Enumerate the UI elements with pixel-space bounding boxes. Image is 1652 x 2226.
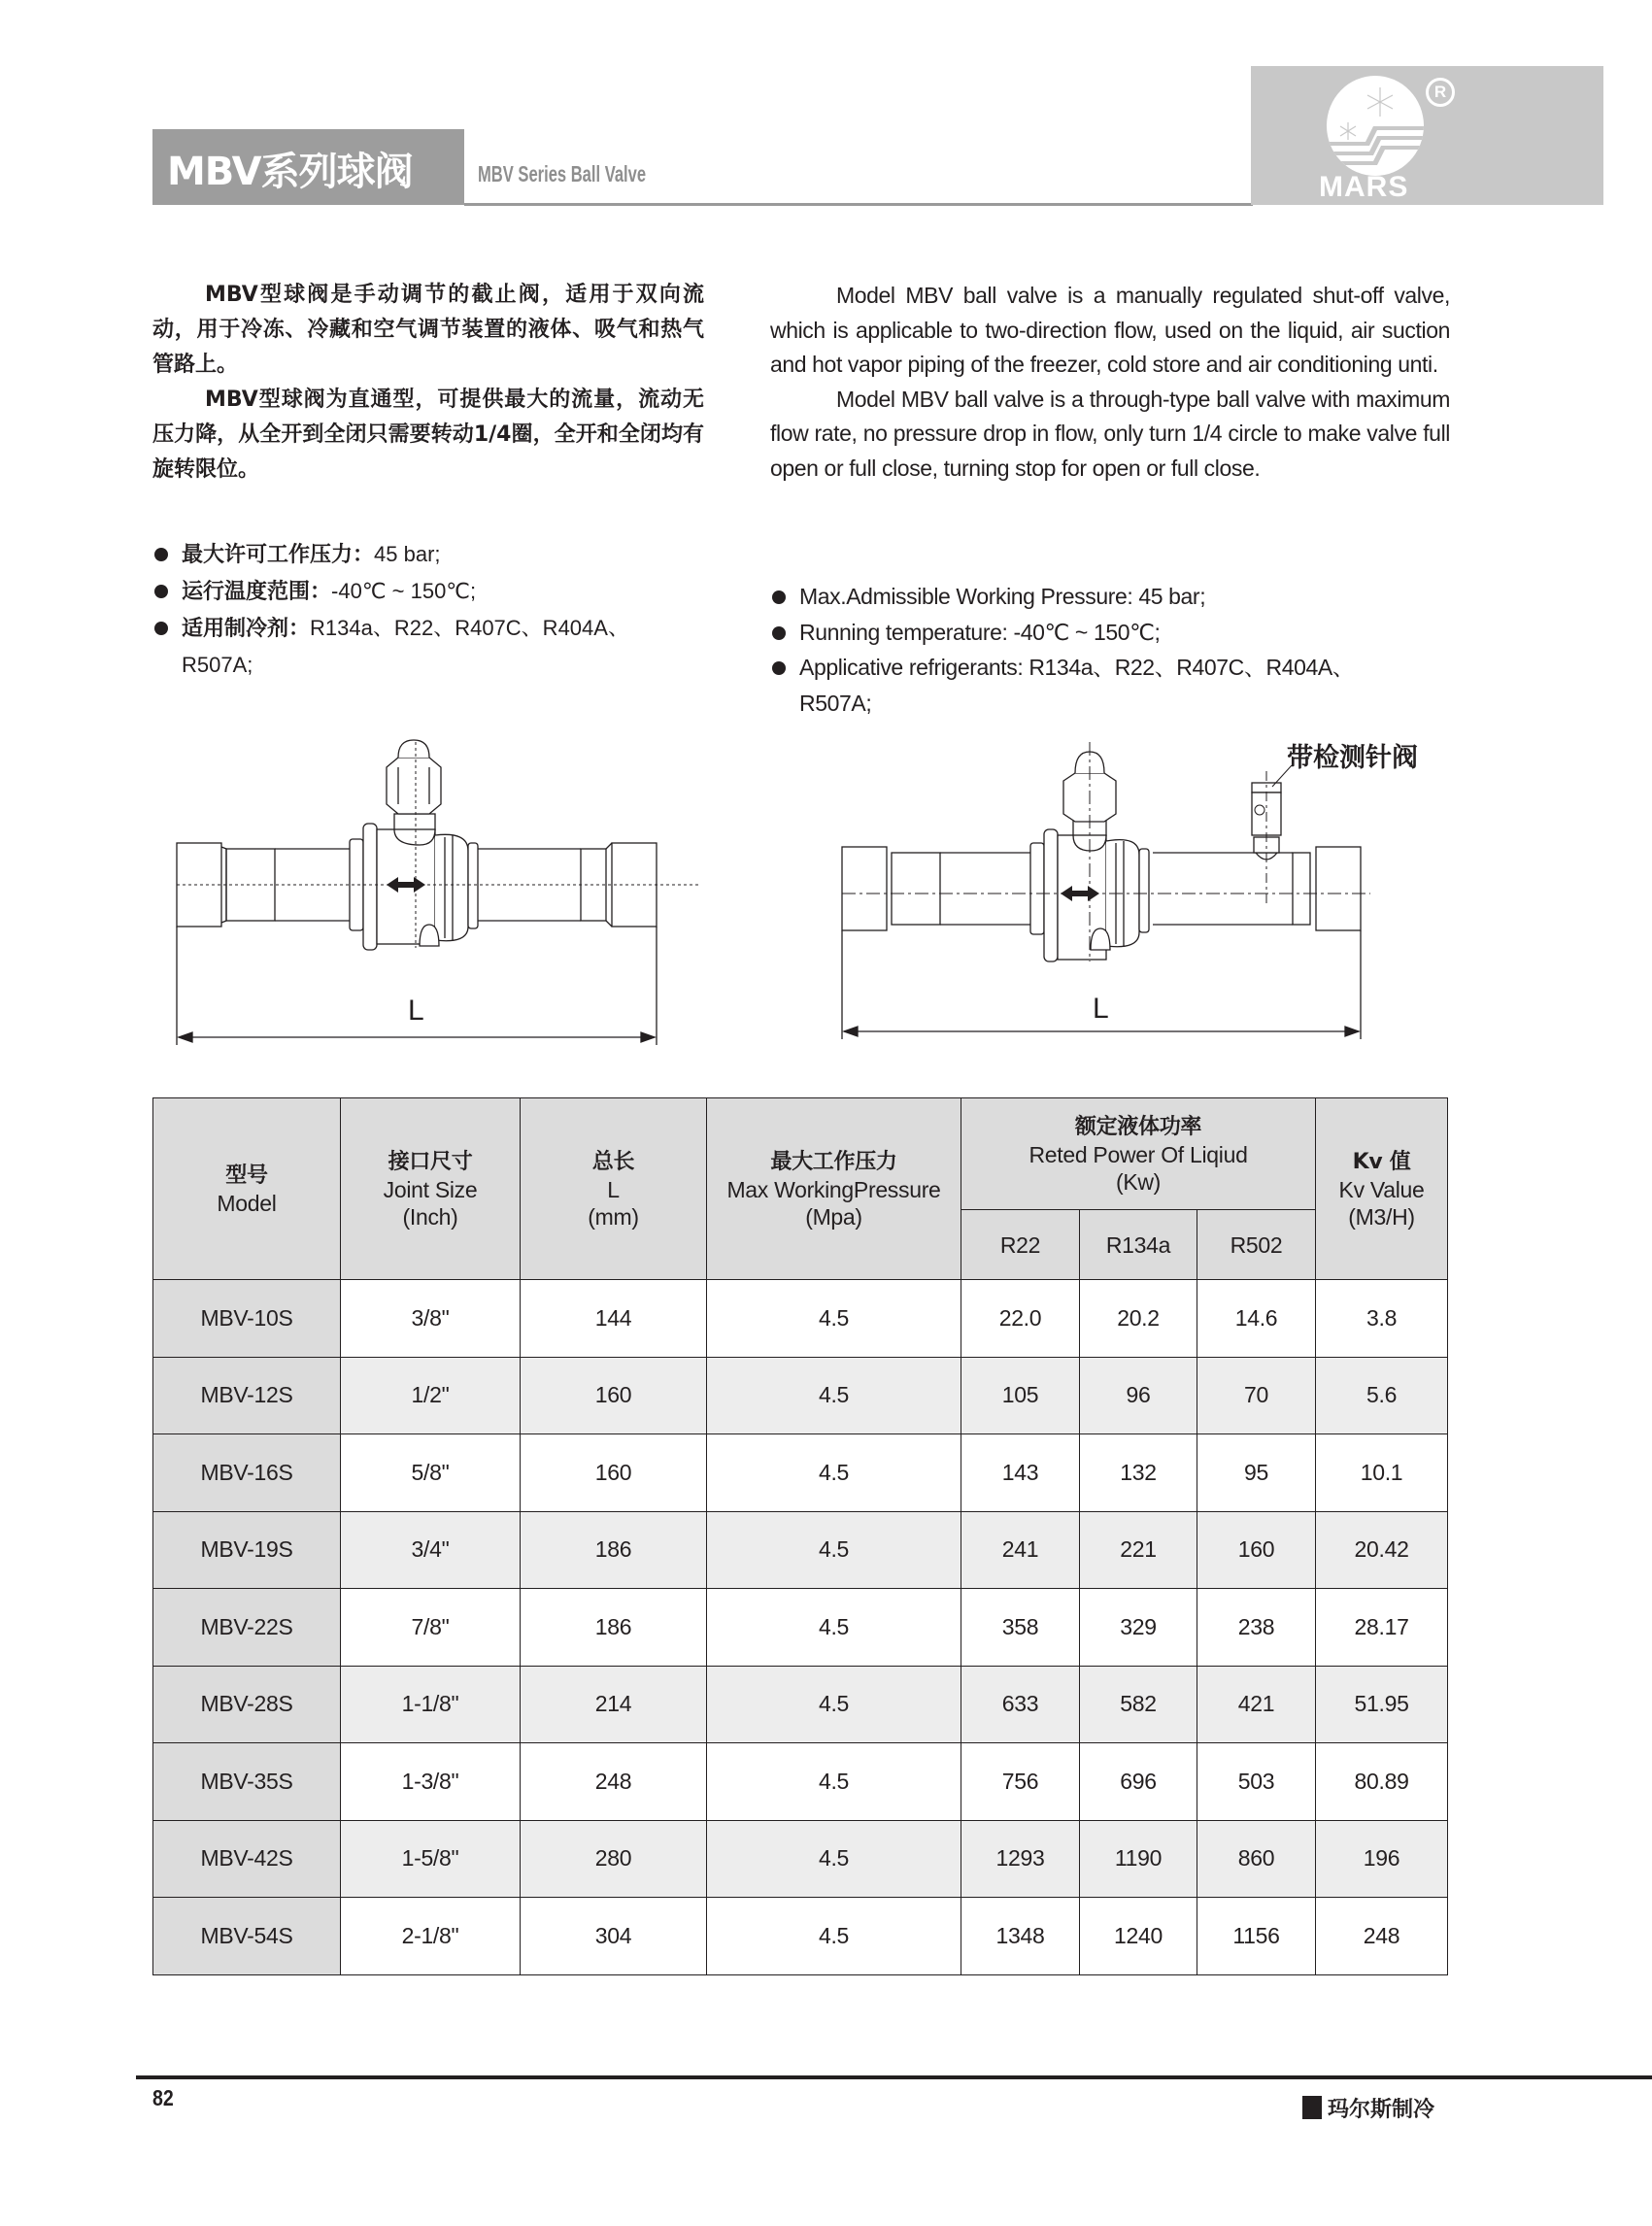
- registered-mark-icon: R: [1426, 78, 1455, 107]
- intro-en-paragraph: Model MBV ball valve is a manually regulated shut-off valve, which is applicable to two-direction flow, used on the liquid, air suction and hot vapor piping of the freezer, cold store and air conditioning unti.: [770, 283, 1450, 377]
- cell-length: 214: [521, 1666, 707, 1743]
- page-title: MBV系列球阀: [167, 150, 413, 194]
- spec-item: 最大许可工作压力：45 bar;: [152, 536, 735, 573]
- spec-list-en: [770, 579, 1469, 721]
- spec-item: Applicative refrigerants: R134a、R22、R407C、R404A、R507A;: [770, 650, 1421, 721]
- table-row: [153, 1820, 1448, 1898]
- table-row: [153, 1511, 1448, 1589]
- cell-pressure: 4.5: [707, 1434, 961, 1512]
- col-header-power: 额定液体功率 Reted Power Of Liqiud (Kw): [961, 1098, 1316, 1210]
- cell-kv: 196: [1316, 1820, 1448, 1898]
- cell-joint: 3/4": [341, 1511, 521, 1589]
- logo-emblem-icon: [1327, 76, 1424, 176]
- cell-r502: 503: [1197, 1743, 1316, 1821]
- cell-kv: 3.8: [1316, 1280, 1448, 1358]
- cell-pressure: 4.5: [707, 1511, 961, 1589]
- table-row: [153, 1666, 1448, 1743]
- table-row: [153, 1357, 1448, 1434]
- cell-r134a: 329: [1080, 1589, 1197, 1667]
- needle-valve-label: 带检测针阀: [1287, 743, 1418, 773]
- page-subtitle: MBV Series Ball Valve: [478, 161, 647, 186]
- cell-r502: 1156: [1197, 1898, 1316, 1975]
- cell-r502: 70: [1197, 1357, 1316, 1434]
- brand-square-icon: [1302, 2096, 1322, 2119]
- cell-length: 186: [521, 1589, 707, 1667]
- cell-length: 304: [521, 1898, 707, 1975]
- snowflake-icon: [1327, 76, 1424, 176]
- bullet-icon: [154, 548, 168, 561]
- cell-r502: 160: [1197, 1511, 1316, 1589]
- intro-en: [770, 279, 1450, 486]
- intro-cn: [152, 278, 704, 488]
- cell-pressure: 4.5: [707, 1898, 961, 1975]
- cell-joint: 1-5/8": [341, 1820, 521, 1898]
- cell-length: 280: [521, 1820, 707, 1898]
- cell-r134a: 20.2: [1080, 1280, 1197, 1358]
- bullet-icon: [154, 622, 168, 635]
- brand-logo: [1251, 66, 1603, 205]
- col-header-length: 总长 L (mm): [521, 1098, 707, 1280]
- cell-r134a: 696: [1080, 1743, 1197, 1821]
- spec-item: Running temperature: -40℃ ~ 150℃;: [770, 615, 1469, 651]
- cell-model: MBV-19S: [153, 1511, 341, 1589]
- cell-r22: 1293: [961, 1820, 1080, 1898]
- cell-r22: 1348: [961, 1898, 1080, 1975]
- table-row: [153, 1743, 1448, 1821]
- ball-valve-diagram: [165, 734, 709, 1045]
- cell-model: MBV-35S: [153, 1743, 341, 1821]
- cell-kv: 10.1: [1316, 1434, 1448, 1512]
- cell-kv: 51.95: [1316, 1666, 1448, 1743]
- cell-r22: 756: [961, 1743, 1080, 1821]
- cell-r502: 238: [1197, 1589, 1316, 1667]
- header-rule: [464, 203, 1253, 206]
- spec-item: 运行温度范围：-40℃ ~ 150℃;: [152, 573, 735, 610]
- cell-r22: 22.0: [961, 1280, 1080, 1358]
- ball-valve-drawing: [165, 734, 709, 1045]
- table-row: [153, 1280, 1448, 1358]
- cell-joint: 1-1/8": [341, 1666, 521, 1743]
- cell-model: MBV-16S: [153, 1434, 341, 1512]
- cell-r22: 241: [961, 1511, 1080, 1589]
- dimension-label: L: [1093, 993, 1109, 1025]
- cell-kv: 80.89: [1316, 1743, 1448, 1821]
- cell-joint: 5/8": [341, 1434, 521, 1512]
- cell-r22: 633: [961, 1666, 1080, 1743]
- page-number: 82: [152, 2085, 174, 2110]
- table-row: [153, 1589, 1448, 1667]
- cell-pressure: 4.5: [707, 1280, 961, 1358]
- footer-rule: [136, 2075, 1652, 2079]
- col-header-pressure: 最大工作压力 Max WorkingPressure (Mpa): [707, 1098, 961, 1280]
- cell-r134a: 132: [1080, 1434, 1197, 1512]
- cell-joint: 7/8": [341, 1589, 521, 1667]
- cell-model: MBV-42S: [153, 1820, 341, 1898]
- bullet-icon: [154, 585, 168, 598]
- cell-kv: 28.17: [1316, 1589, 1448, 1667]
- cell-model: MBV-28S: [153, 1666, 341, 1743]
- cell-r502: 14.6: [1197, 1280, 1316, 1358]
- spec-item: Max.Admissible Working Pressure: 45 bar;: [770, 579, 1469, 615]
- table-row: [153, 1434, 1448, 1512]
- intro-cn-paragraph: MBV型球阀是手动调节的截止阀，适用于双向流动，用于冷冻、冷藏和空气调节装置的液体、吸气和热气管路上。: [152, 283, 704, 377]
- cell-length: 248: [521, 1743, 707, 1821]
- cell-joint: 1-3/8": [341, 1743, 521, 1821]
- intro-cn-paragraph: MBV型球阀为直通型，可提供最大的流量，流动无压力降，从全开到全闭只需要转动1/4圈，全开和全闭均有旋转限位。: [152, 388, 704, 482]
- bullet-icon: [772, 626, 786, 640]
- cell-r134a: 221: [1080, 1511, 1197, 1589]
- cell-length: 186: [521, 1511, 707, 1589]
- cell-kv: 5.6: [1316, 1357, 1448, 1434]
- col-header-model: 型号 Model: [153, 1098, 341, 1280]
- cell-r502: 421: [1197, 1666, 1316, 1743]
- cell-r134a: 582: [1080, 1666, 1197, 1743]
- cell-r22: 143: [961, 1434, 1080, 1512]
- cell-model: MBV-54S: [153, 1898, 341, 1975]
- ball-valve-with-needle-diagram: [830, 728, 1374, 1039]
- cell-r502: 95: [1197, 1434, 1316, 1512]
- spec-item: 适用制冷剂：R134a、R22、R407C、R404A、R507A;: [152, 610, 667, 683]
- cell-pressure: 4.5: [707, 1589, 961, 1667]
- cell-joint: 3/8": [341, 1280, 521, 1358]
- bullet-icon: [772, 661, 786, 675]
- cell-model: MBV-22S: [153, 1589, 341, 1667]
- col-header-kv: Kv 值 Kv Value (M3/H): [1316, 1098, 1448, 1280]
- cell-length: 160: [521, 1357, 707, 1434]
- cell-pressure: 4.5: [707, 1820, 961, 1898]
- cell-joint: 1/2": [341, 1357, 521, 1434]
- cell-joint: 2-1/8": [341, 1898, 521, 1975]
- cell-r22: 358: [961, 1589, 1080, 1667]
- spec-table: [152, 1097, 1448, 1975]
- cell-model: MBV-10S: [153, 1280, 341, 1358]
- cell-kv: 248: [1316, 1898, 1448, 1975]
- col-header-joint: 接口尺寸 Joint Size (Inch): [341, 1098, 521, 1280]
- cell-r134a: 96: [1080, 1357, 1197, 1434]
- col-header-r134a: R134a: [1080, 1210, 1197, 1280]
- cell-r134a: 1240: [1080, 1898, 1197, 1975]
- cell-pressure: 4.5: [707, 1357, 961, 1434]
- cell-length: 160: [521, 1434, 707, 1512]
- table-row: [153, 1898, 1448, 1975]
- logo-text: MARS: [1319, 171, 1409, 203]
- cell-pressure: 4.5: [707, 1743, 961, 1821]
- spec-list-cn: [152, 536, 735, 683]
- intro-en-paragraph: Model MBV ball valve is a through-type ball valve with maximum flow rate, no pressure drop in flow, only turn 1/4 circle to make valve full open or full close, turning stop for open or full close.: [770, 386, 1450, 481]
- cell-pressure: 4.5: [707, 1666, 961, 1743]
- col-header-r502: R502: [1197, 1210, 1316, 1280]
- cell-r134a: 1190: [1080, 1820, 1197, 1898]
- cell-length: 144: [521, 1280, 707, 1358]
- dimension-label: L: [408, 995, 424, 1027]
- cell-kv: 20.42: [1316, 1511, 1448, 1589]
- brand-name: 玛尔斯制冷: [1328, 2098, 1435, 2122]
- cell-model: MBV-12S: [153, 1357, 341, 1434]
- col-header-r22: R22: [961, 1210, 1080, 1280]
- cell-r22: 105: [961, 1357, 1080, 1434]
- cell-r502: 860: [1197, 1820, 1316, 1898]
- bullet-icon: [772, 590, 786, 604]
